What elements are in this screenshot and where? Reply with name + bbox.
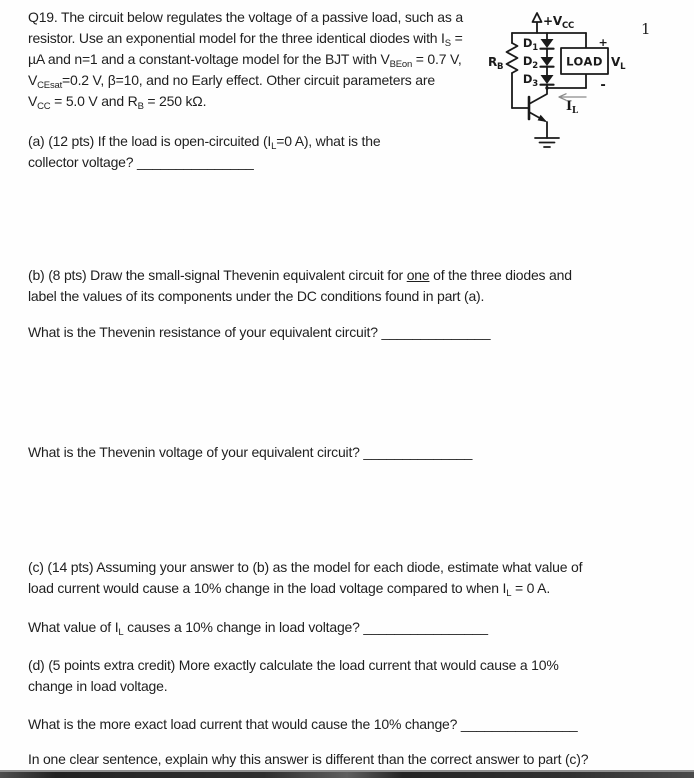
page-number: 1 [641, 20, 651, 38]
ground-icon [535, 138, 559, 147]
vcc-arrowhead-icon [533, 13, 542, 22]
resistor-rb-icon [507, 43, 518, 73]
thevenin-resistance-question [28, 322, 491, 343]
thevenin-voltage-question [28, 442, 472, 463]
diode-d2-icon [541, 57, 554, 67]
text-line: What is the Thevenin voltage of your equivalent circuit? ______________ [28, 444, 473, 460]
part-d [28, 655, 559, 697]
text-line: load current would cause a 10% change in the load voltage compared to when $I_L = 0$ A. [28, 580, 551, 599]
il-label: $I_L$ [566, 99, 579, 116]
d1-label: $D_1$ [522, 36, 538, 53]
explain-question [28, 749, 588, 770]
text-line: What is the Thevenin resistance of your equivalent circuit? ______________ [28, 324, 491, 340]
question-intro [28, 7, 463, 112]
text-line: (b) (8 pts) Draw the small-signal Thevenin equivalent circuit for one of the three diodes and [28, 267, 572, 283]
circuit-diagram [482, 5, 640, 157]
exact-current-question [28, 714, 578, 735]
text-line: µA and n=1 and a constant-voltage model for the BJT with $V_{BEon} = 0.7$ V, [28, 51, 462, 70]
answer-blank: _______________ [137, 154, 254, 170]
d3-label: $D_3$ [522, 72, 538, 89]
answer-blank: ______________ [381, 324, 491, 340]
d2-label: $D_2$ [522, 54, 538, 71]
scan-bottom-edge [0, 770, 694, 778]
text-line: (d) (5 points extra credit) More exactly calculate the load current that would cause a 10% [28, 657, 559, 673]
text-line: What value of $I_L$ causes a 10% change in load voltage? ________________ [28, 619, 488, 638]
part-c [28, 557, 582, 599]
load-label: LOAD [566, 54, 603, 69]
bjt-collector [529, 88, 547, 104]
diode-d3-icon [541, 75, 554, 85]
part-b [28, 265, 572, 307]
load-current-question [28, 617, 488, 638]
text-line: collector voltage? _______________ [28, 154, 254, 170]
vl-label: $V_L$ [611, 55, 626, 72]
il-arrow-icon [559, 94, 586, 100]
answer-blank: _______________ [460, 716, 578, 732]
part-a [28, 131, 380, 173]
text-line: (c) (14 pts) Assuming your answer to (b) as the model for each diode, estimate what value of [28, 559, 583, 575]
bjt-emitter-arrow-icon [538, 115, 547, 122]
text-line: (a) (12 pts) If the load is open-circuited ($I_L=0$ A), what is the [28, 133, 381, 152]
text-line: resistor. Use an exponential model for the three identical diodes with $I_S$ = [28, 30, 463, 49]
diode-d1-icon [541, 39, 554, 49]
answer-blank: ________________ [363, 619, 488, 635]
text-line: $V_{CEsat}=0.2$ V, β=10, and no Early effect. Other circuit parameters are [28, 72, 435, 91]
text-line: In one clear sentence, explain why this answer is different than the correct answer to part (c)? [28, 751, 589, 767]
rb-label: $R_B$ [488, 55, 504, 72]
load-minus-sign: - [600, 78, 606, 93]
junction-dot [545, 86, 548, 89]
text-line: label the values of its components under the DC conditions found in part (a). [28, 288, 485, 304]
answer-blank: ______________ [363, 444, 473, 460]
load-plus-sign: + [598, 36, 608, 49]
vcc-label: $+V_{CC}$ [543, 14, 575, 31]
text-line: $V_{CC} = 5.0$ V and $R_B = 250$ kΩ. [28, 93, 207, 112]
text-line: Q19. The circuit below regulates the voltage of a passive load, such as a [28, 9, 463, 25]
text-line: change in load voltage. [28, 678, 168, 694]
text-line: What is the more exact load current that would cause the 10% change? _______________ [28, 716, 578, 732]
